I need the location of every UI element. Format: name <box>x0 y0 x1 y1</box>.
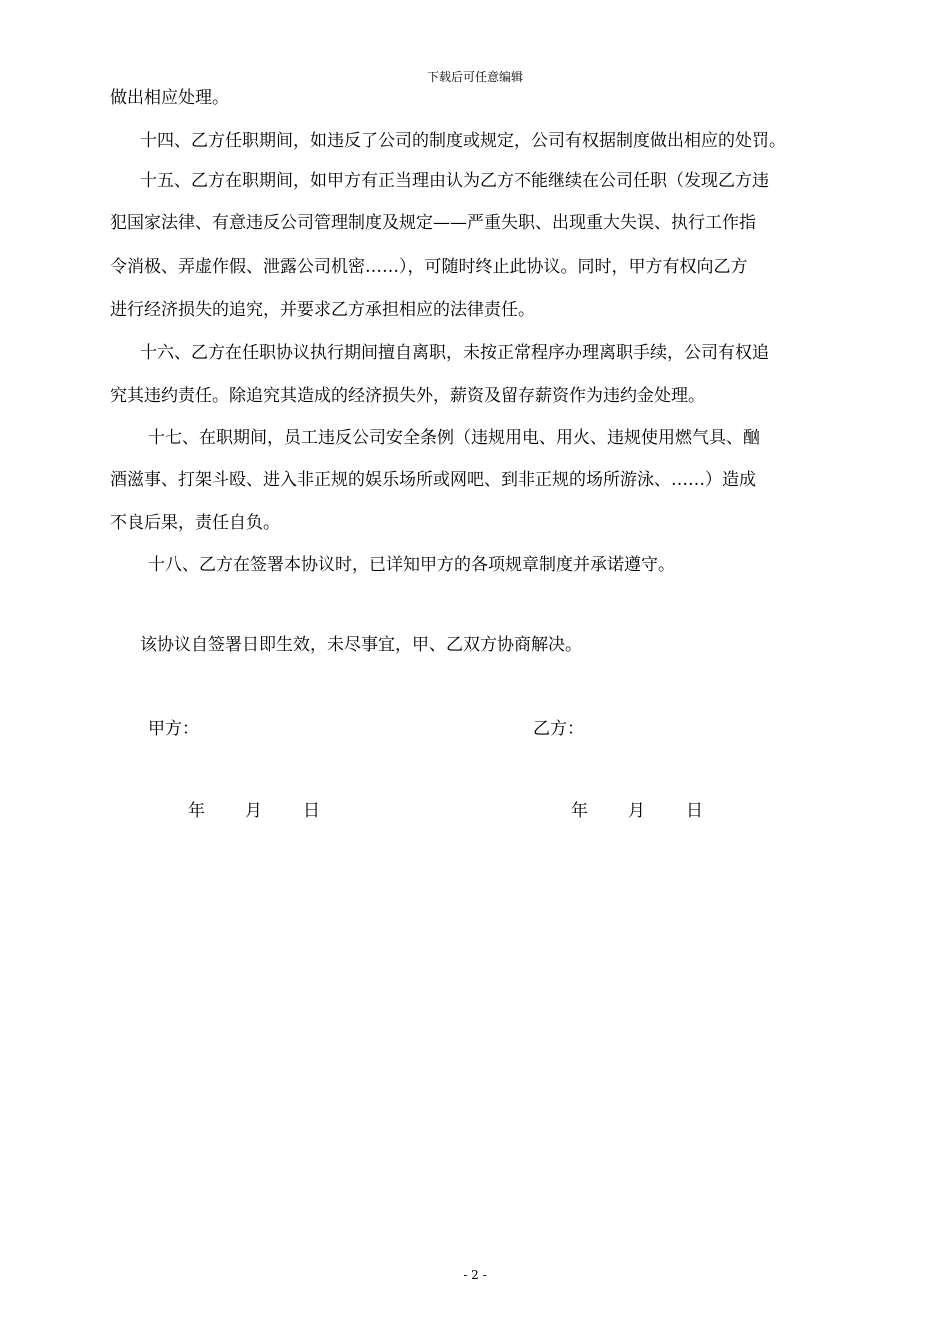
day-label: 日 <box>303 801 320 821</box>
month-label: 月 <box>628 801 645 821</box>
header-note: 下载后可任意编辑 <box>426 70 523 84</box>
party-a-date <box>188 800 320 822</box>
clause-15-line-1: 十五、乙方在职期间，如甲方有正当理由认为乙方不能继续在公司任职（发现乙方违 <box>140 171 769 191</box>
clause-17-line-2: 酒滋事、打架斗殴、进入非正规的娱乐场所或网吧、到非正规的场所游泳、……）造成 <box>110 470 756 490</box>
clause-15-line-3: 令消极、弄虚作假、泄露公司机密……），可随时终止此协议。同时，甲方有权向乙方 <box>110 257 748 277</box>
page-number: - 2 - <box>463 1268 487 1282</box>
party-b-label: 乙方： <box>533 719 584 739</box>
effective-clause: 该协议自签署日即生效，未尽事宜，甲、乙双方协商解决。 <box>140 635 582 655</box>
clause-17-line-3: 不良后果，责任自负。 <box>110 513 280 533</box>
clause-15-line-4: 进行经济损失的追究，并要求乙方承担相应的法律责任。 <box>110 300 535 320</box>
clause-15-line-2: 犯国家法律、有意违反公司管理制度及规定——严重失职、出现重大失误、执行工作指 <box>110 213 756 233</box>
clause-17-line-1: 十七、在职期间，员工违反公司安全条例（违规用电、用火、违规使用燃气具、酗 <box>148 428 760 448</box>
year-label: 年 <box>571 801 588 821</box>
party-a-label: 甲方： <box>148 719 199 739</box>
clause-16-line-1: 十六、乙方在任职协议执行期间擅自离职，未按正常程序办理离职手续，公司有权追 <box>140 343 769 363</box>
clause-16-line-2: 究其违约责任。除追究其造成的经济损失外，薪资及留存薪资作为违约金处理。 <box>110 386 705 406</box>
month-label: 月 <box>245 801 262 821</box>
party-b-date <box>571 800 703 822</box>
clause-line: 做出相应处理。 <box>110 88 229 108</box>
day-label: 日 <box>686 801 703 821</box>
clause-14: 十四、乙方任职期间，如违反了公司的制度或规定，公司有权据制度做出相应的处罚。 <box>140 131 786 151</box>
year-label: 年 <box>188 801 205 821</box>
clause-18: 十八、乙方在签署本协议时，已详知甲方的各项规章制度并承诺遵守。 <box>148 555 675 575</box>
